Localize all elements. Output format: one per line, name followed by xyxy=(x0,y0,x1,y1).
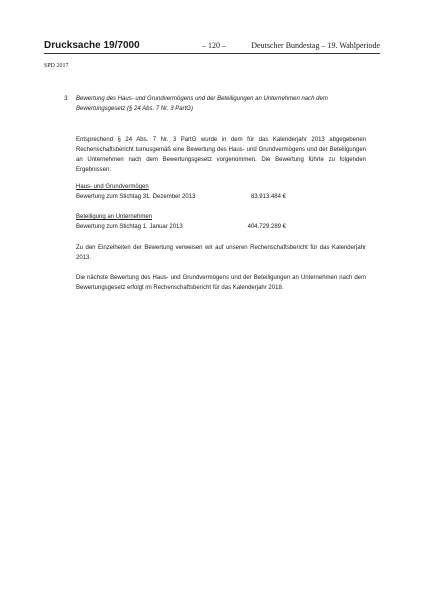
paragraph-next-valuation: Die nächste Bewertung des Haus- und Grundvermögens und der Beteiligungen an Unternehmen nach dem Bewertungsgesetz erfolgt im Rechenschaftsbericht für das Kalenderjahr 2018. xyxy=(76,275,366,291)
valuation-value: 404.729.289 € xyxy=(247,224,286,230)
item-number: 3. xyxy=(64,96,70,102)
valuation-value: 83.913.484 € xyxy=(250,194,286,200)
header-rule xyxy=(44,53,380,54)
party-tag: SPD 2017 xyxy=(44,63,69,69)
parliament-label: Deutscher Bundestag – 19. Wahlperiode xyxy=(251,41,380,50)
document-number xyxy=(44,40,140,51)
page-number: – 120 – xyxy=(202,41,226,50)
section-title-real-estate: Haus- und Grundvermögen xyxy=(76,184,149,190)
document-number-value: 7000 xyxy=(117,40,140,51)
document-body xyxy=(64,94,366,293)
paragraph-details: Zu den Einzelheiten der Bewertung verweisen wir auf unseren Rechenschaftsbericht für das Kalenderjahr 2013. xyxy=(76,245,366,261)
document-label: Drucksache 19/ xyxy=(44,40,118,51)
valuation-row-real-estate xyxy=(76,192,286,202)
item-title: Bewertung des Haus- und Grundvermögens und der Beteiligungen an Unternehmen nach dem Bewertungsgesetz (§ 24 Abs. 7 Nr. 3 PartG) xyxy=(76,96,328,112)
section-title-holdings: Beteiligung an Unternehmen xyxy=(76,214,153,220)
valuation-row-holdings xyxy=(76,222,286,232)
valuation-label: Bewertung zum Stichtag 1. Januar 2013 xyxy=(76,224,183,230)
paragraph-intro: Entsprechend § 24 Abs. 7 Nr. 3 PartG wurde in dem für das Kalenderjahr 2013 abgegebenen Rechenschaftsbericht turnusgemäß eine Bewertung des Haus- und Grundvermögens und der Beteiligungen an Unternehmen nach dem Bewertungsgesetz vorgenommen. Die Bewertung führte zu folgenden Ergebnissen: xyxy=(76,137,366,173)
valuation-label: Bewertung zum Stichtag 31. Dezember 2013 xyxy=(76,194,196,200)
page-header xyxy=(44,40,380,54)
